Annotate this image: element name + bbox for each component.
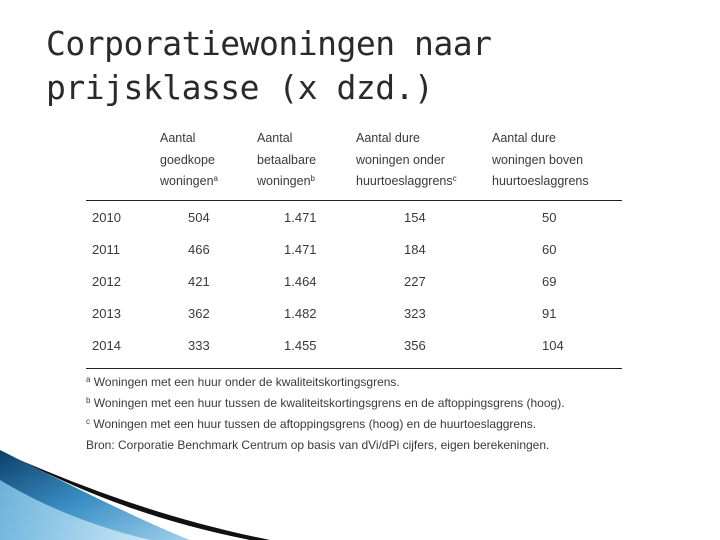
decorative-swoosh	[0, 450, 300, 540]
footnote-text: Woningen met een huur tussen de kwaliteitskortingsgrens en de aftoppingsgrens (hoog).	[93, 396, 565, 410]
header-line: huurtoeslaggrens	[492, 174, 589, 188]
table-cell: 184	[404, 242, 426, 257]
title-line-2: prijsklasse (x dzd.)	[46, 68, 434, 107]
table-cell: 227	[404, 274, 426, 289]
table-row	[86, 332, 622, 364]
table-cell: 356	[404, 338, 426, 353]
title-line-1: Corporatiewoningen naar	[46, 24, 492, 63]
footnote-marker: b	[86, 396, 91, 405]
table-cell: 104	[542, 338, 564, 353]
footnote-marker: b	[310, 174, 315, 183]
table-cell: 323	[404, 306, 426, 321]
page-title	[46, 22, 686, 110]
footnote-marker: a	[213, 174, 218, 183]
table-cell: 466	[188, 242, 210, 257]
table-cell: 60	[542, 242, 557, 257]
table-cell: 421	[188, 274, 210, 289]
table-row	[86, 300, 622, 332]
header-cell	[492, 128, 589, 193]
header-line: woningen$^b$	[257, 174, 315, 188]
table-cell: 333	[188, 338, 210, 353]
footnote-b	[86, 393, 622, 414]
table-cell: 154	[404, 210, 426, 225]
header-line: woningen boven	[492, 152, 584, 167]
table-cell: 1.471	[284, 242, 317, 257]
footnote-text: Woningen met een huur onder de kwaliteitskortingsgrens.	[93, 375, 400, 389]
footnote-text: Woningen met een huur tussen de aftoppingsgrens (hoog) en de huurtoeslaggrens.	[93, 417, 537, 431]
footnote-a	[86, 372, 622, 393]
table-cell: 50	[542, 210, 557, 225]
header-line: goedkope	[160, 152, 215, 167]
table-cell: 91	[542, 306, 557, 321]
header-line: woningen$^a$	[160, 174, 218, 188]
header-cell	[160, 128, 218, 193]
header-line: Aantal	[257, 131, 293, 145]
header-cell	[356, 128, 457, 193]
header-line: huurtoeslaggrens$^c$	[356, 174, 457, 188]
table-notes	[86, 369, 622, 456]
table-cell: 504	[188, 210, 210, 225]
year-cell: 2014	[92, 338, 121, 353]
year-cell: 2011	[92, 242, 120, 257]
year-cell: 2013	[92, 306, 121, 321]
footnote-marker: c	[452, 174, 457, 183]
header-line: woningen onder	[356, 152, 445, 167]
year-cell: 2010	[92, 210, 121, 225]
header-line: Aantal dure	[356, 131, 420, 145]
table-cell: 1.482	[284, 306, 317, 321]
footnote-marker: c	[86, 417, 90, 426]
footnote-marker: a	[86, 375, 91, 384]
header-cell	[257, 128, 316, 193]
table-cell: 1.464	[284, 274, 317, 289]
footnote-c	[86, 414, 622, 435]
table-body	[86, 201, 622, 368]
table-cell: 1.455	[284, 338, 317, 353]
year-cell: 2012	[92, 274, 121, 289]
header-line: betaalbare	[257, 152, 317, 167]
table-row	[86, 204, 622, 236]
table-cell: 362	[188, 306, 210, 321]
table-cell: 1.471	[284, 210, 317, 225]
table-cell: 69	[542, 274, 557, 289]
table-header	[86, 128, 622, 200]
housing-table	[86, 128, 622, 456]
source-note: Bron: Corporatie Benchmark Centrum op basis van dVi/dPi cijfers, eigen berekeningen.	[86, 438, 550, 452]
header-line: Aantal dure	[492, 131, 556, 145]
table-row	[86, 268, 622, 300]
table-row	[86, 236, 622, 268]
header-line: Aantal	[160, 131, 196, 145]
